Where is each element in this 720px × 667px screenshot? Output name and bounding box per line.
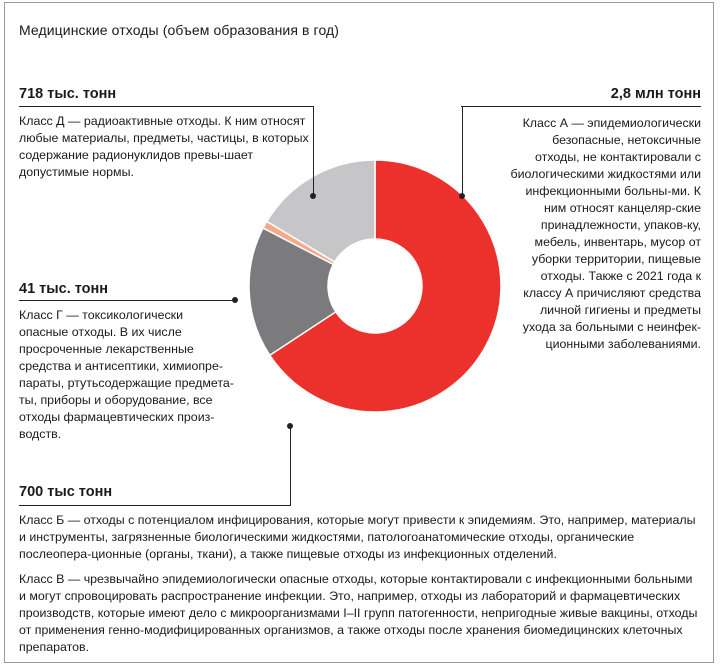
class-b-rule bbox=[19, 505, 291, 506]
class-v-description: Класс В — чрезвычайно эпидемиологически опасные отходы, которые контактировали с инфекционными больными и могут спровоцировать распространение инфекции. Это, например, отходы из лабораторий и фармацевтических производств, которые имеют дело с микроорганизмами I–II групп патогенности, непригодные живые вакцины, отходы от применения генно-модифицированных организмов, а также отходы после хранения биомедицинских клеточных препаратов. bbox=[19, 572, 698, 654]
class-d-value-label: 718 тыс. тонн bbox=[19, 86, 117, 102]
class-b-value-label: 700 тыс тонн bbox=[19, 484, 113, 500]
class-d-rule bbox=[19, 106, 314, 107]
class-g-rule bbox=[19, 300, 235, 301]
class-a-rule bbox=[461, 106, 701, 107]
class-a-value-label: 2,8 млн тонн bbox=[610, 86, 701, 102]
chart-title: Медицинские отходы (объем образования в год) bbox=[19, 22, 340, 38]
class-b-leader-dot bbox=[287, 423, 293, 429]
class-d-leader-line bbox=[313, 106, 314, 196]
class-g-value-label: 41 тыс. тонн bbox=[19, 281, 109, 297]
class-a-leader-dot bbox=[459, 193, 465, 199]
class-g-leader-dot bbox=[232, 297, 238, 303]
class-a-leader-line bbox=[462, 106, 463, 196]
class-d-description: Класс Д — радиоактивные отходы. К ним относят любые материалы, предметы, частицы, в которых содержание радионуклидов превы-шает допустимые нормы. bbox=[19, 114, 309, 179]
class-g-description: Класс Г — токсикологически опасные отходы. В их числе просроченные лекарственные средства и антисептики, химиопре-параты, ртутьсодержащие предмета-ты, приборы и оборудование, все отходы фармацевтических произ-водств. bbox=[19, 308, 234, 441]
class-d-leader-dot bbox=[310, 193, 316, 199]
class-b-leader-line bbox=[290, 426, 291, 506]
class-a-description: Класс А — эпидемиологически безопасные, нетоксичные отходы, не контактировали с биологическими жидкостями или инфекционными больны-ми. К ним относят канцеляр-ские принадлежности, упаков-ку, мебель, инвентарь, мусор от уборки территории, пищевые отходы. Также с 2021 года к классу А причисляют средства личной гигиены и предметы ухода за больными с неинфек-ционными заболеваниями. bbox=[510, 116, 701, 351]
class-b-description: Класс Б — отходы с потенциалом инфицирования, которые могут привести к эпидемиям. Это, например, материалы и инструменты, загрязненные биологическими жидкостями, патологоанатомические отходы, органические послеопера-ционные (органы, ткани), а также пищевые отходы из инфекционных отделений. bbox=[19, 513, 696, 561]
